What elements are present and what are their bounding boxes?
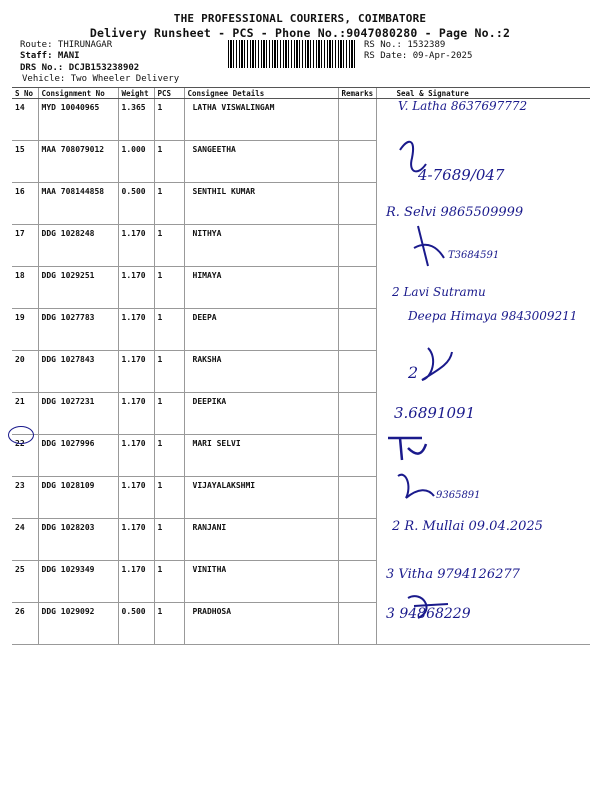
table-row: 22 DDG 1027996 1.170 1 MARI SELVI xyxy=(12,435,590,477)
table-row: 14 MYD 10040965 1.365 1 LATHA VISWALINGAM xyxy=(12,99,590,141)
vehicle-text: Vehicle: Two Wheeler Delivery xyxy=(22,74,180,84)
col-sno: S No xyxy=(12,88,38,99)
barcode xyxy=(228,40,356,68)
signature-row-17: T3684591 xyxy=(448,250,500,261)
signature-row-24: 2 R. Mullai 09.04.2025 xyxy=(392,519,543,534)
signature-row-18: 2 Lavi Sutramu xyxy=(392,285,486,299)
col-consignee: Consignee Details xyxy=(184,88,338,99)
signature-row-20: 2 xyxy=(408,363,419,382)
signature-row-16: R. Selvi 9865509999 xyxy=(386,205,524,220)
row-22-circle-mark xyxy=(8,426,34,444)
route-text: Route: THIRUNAGAR xyxy=(20,40,113,50)
col-pcs: PCS xyxy=(154,88,184,99)
col-signature: Seal & Signature xyxy=(376,88,590,99)
runsheet-title: Delivery Runsheet - PCS - Phone No.:9047080280 - Page No.:2 xyxy=(89,26,511,40)
table-row: 23 DDG 1028109 1.170 1 VIJAYALAKSHMI xyxy=(12,477,590,519)
table-row: 20 DDG 1027843 1.170 1 RAKSHA xyxy=(12,351,590,393)
table-row: 24 DDG 1028203 1.170 1 RANJANI xyxy=(12,519,590,561)
drs-number: DRS No.: DCJB153238902 xyxy=(20,63,140,73)
signature-row-14: V. Latha 8637697772 xyxy=(398,99,528,113)
col-weight: Weight xyxy=(118,88,154,99)
signature-row-23: 9365891 xyxy=(436,490,481,501)
table-row: 17 DDG 1028248 1.170 1 NITHYA xyxy=(12,225,590,267)
rs-date: RS Date: 09-Apr-2025 xyxy=(364,51,473,61)
table-row: 25 DDG 1029349 1.170 1 VINITHA xyxy=(12,561,590,603)
signature-row-21: 3.6891091 xyxy=(394,404,476,422)
col-remarks: Remarks xyxy=(338,88,376,99)
table-header-row xyxy=(12,88,590,99)
table-row: 19 DDG 1027783 1.170 1 DEEPA xyxy=(12,309,590,351)
table-row: 21 DDG 1027231 1.170 1 DEEPIKA xyxy=(12,393,590,435)
table-row: 26 DDG 1029092 0.500 1 PRADHOSA xyxy=(12,603,590,645)
signature-row-26: 3 94868229 xyxy=(386,606,471,622)
col-consignment: Consignment No xyxy=(38,88,118,99)
delivery-table xyxy=(12,87,590,645)
table-row: 16 MAA 708144858 0.500 1 SENTHIL KUMAR xyxy=(12,183,590,225)
table-row: 18 DDG 1029251 1.170 1 HIMAYA xyxy=(12,267,590,309)
rs-number: RS No.: 1532389 xyxy=(364,40,446,50)
signature-row-15: 4-7689/047 xyxy=(418,166,505,184)
table-row: 15 MAA 708079012 1.000 1 SANGEETHA xyxy=(12,141,590,183)
signature-row-19: Deepa Himaya 9843009211 xyxy=(408,309,578,323)
staff-text: Staff: MANI xyxy=(20,51,80,61)
signature-row-25: 3 Vitha 9794126277 xyxy=(386,567,520,582)
company-title: THE PROFESSIONAL COURIERS, COIMBATORE xyxy=(173,12,427,25)
